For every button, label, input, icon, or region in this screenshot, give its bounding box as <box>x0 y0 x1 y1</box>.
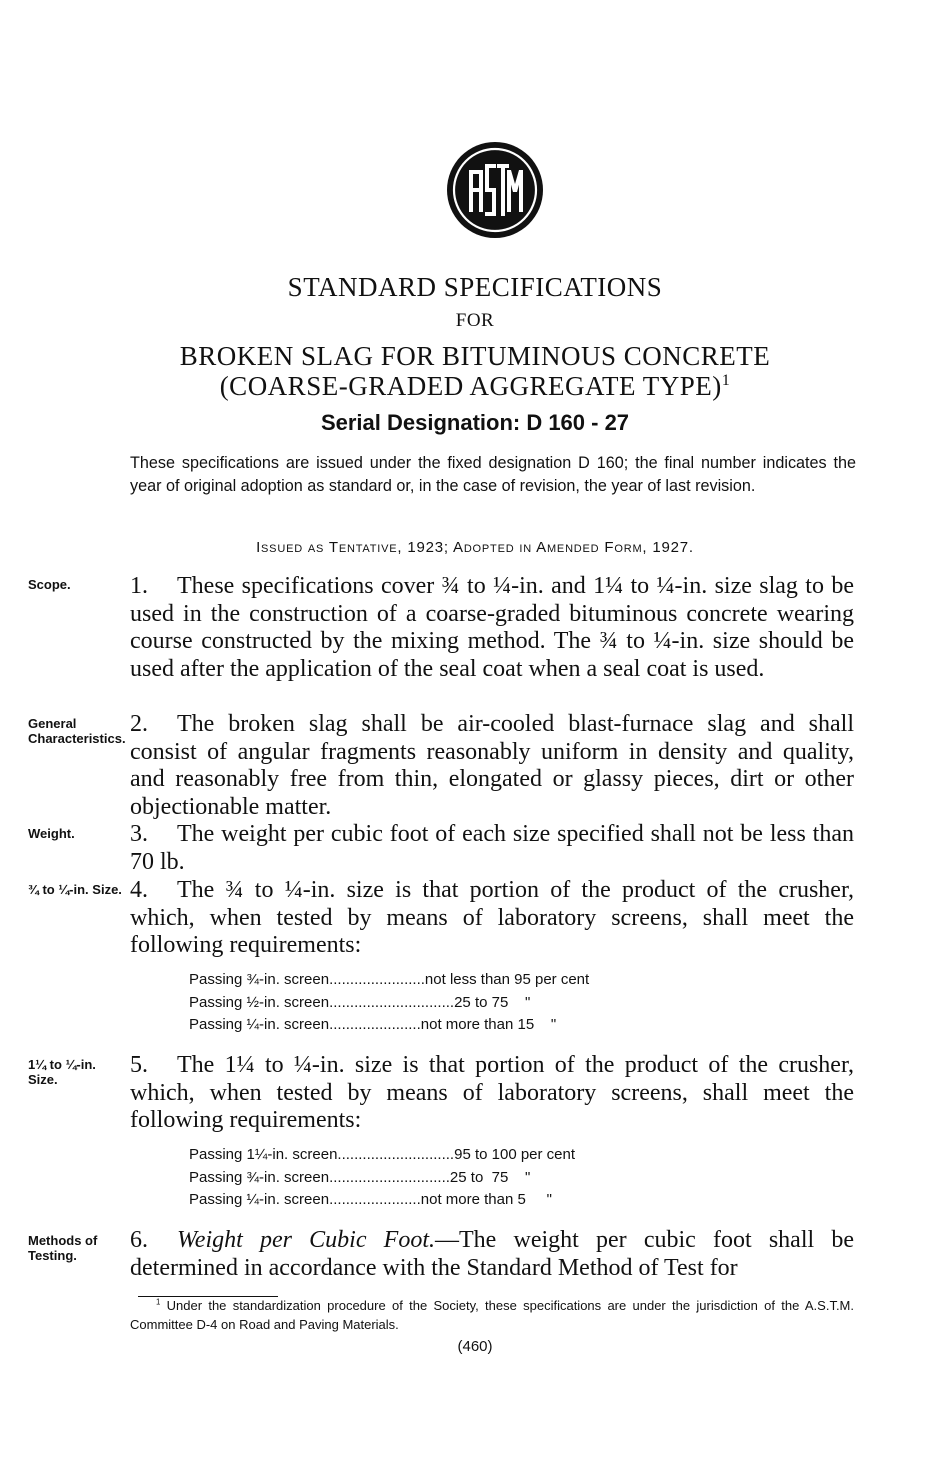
requirements-4 <box>189 969 799 1037</box>
requirement-line: Passing ¼-in. screen......................not more than 5 " <box>189 1191 552 1208</box>
section-number: 1. <box>130 573 148 599</box>
section-text: The broken slag shall be air-cooled blast-furnace slag and shall consist of angular fragments reasonably uniform in density and quality, and reasonably free from thin, elongated or glassy pieces, dirt or other objectionable matter. <box>130 711 854 820</box>
designation-note: These specifications are issued under the fixed designation D 160; the final number indicates the year of original adoption as standard or, in the case of revision, the year of last revision. <box>130 454 856 495</box>
section-5 <box>130 1052 854 1135</box>
issued-line <box>0 539 950 556</box>
requirement-line: Passing 1¼-in. screen............................95 to 100 per cent <box>189 1146 576 1163</box>
title-line-4 <box>0 371 950 402</box>
section-text: —The weight per cubic foot shall be determined in accordance with the Standard Method of Test for <box>130 1227 854 1281</box>
requirement-line: Passing ¾-in. screen.............................25 to 75 " <box>189 1168 531 1186</box>
section-text: The weight per cubic foot of each size specified shall not be less than 70 lb. <box>130 821 854 875</box>
page-number: (460) <box>457 1338 493 1355</box>
section-text: These specifications cover ¾ to ¼-in. and 1¼ to ¼-in. size slag to be used in the construction of a coarse-graded bituminous concrete wearing course constructed by the mixing method. The ¾ to ¼-in. size should be used after the application of the seal coat when a seal coat is used. <box>130 573 854 682</box>
title-line-2: FOR <box>455 310 495 331</box>
requirement-line: Passing ¾-in. screen.......................not less than 95 per cent <box>189 971 590 988</box>
title-footnote-mark: 1 <box>721 371 731 389</box>
footnote-text: Under the standardization procedure of the Society, these specifications are under the jurisdiction of the A.S.T.M. Committee D-4 on Road and Paving Materials. <box>130 1298 854 1332</box>
section-2 <box>130 711 854 821</box>
side-label-size-4: ¾ to ¼-in. Size. <box>28 882 122 897</box>
footnote-mark: 1 <box>156 1297 161 1307</box>
astm-logo <box>445 140 545 240</box>
side-label-scope: Scope. <box>28 577 71 592</box>
section-6 <box>130 1227 854 1282</box>
section-1 <box>130 573 854 683</box>
section-number: 4. <box>130 877 148 903</box>
side-label-methods: Methods of Testing. <box>28 1233 98 1263</box>
issued-line-text: Issued as Tentative, 1923; Adopted in Amended Form, 1927. <box>256 539 694 556</box>
serial-designation: Serial Designation: D 160 - 27 <box>320 410 630 435</box>
section-text: The ¾ to ¼-in. size is that portion of the product of the crusher, which, when tested by means of laboratory screens, shall meet the following requirements: <box>130 877 854 958</box>
section-number: 6. <box>130 1227 148 1253</box>
title-line-1: STANDARD SPECIFICATIONS <box>287 272 663 302</box>
title-line-4-text: (COARSE-GRADED AGGREGATE TYPE) <box>219 371 722 401</box>
requirement-line: Passing ½-in. screen..............................25 to 75 " <box>189 993 531 1011</box>
side-label-size-5: 1¼ to ¼-in. Size. <box>28 1057 96 1087</box>
requirement-line: Passing ¼-in. screen......................not more than 15 " <box>189 1016 557 1033</box>
footnote <box>130 1297 854 1334</box>
requirements-5 <box>189 1144 799 1212</box>
side-label-weight: Weight. <box>28 826 75 841</box>
section-text: The 1¼ to ¼-in. size is that portion of the product of the crusher, which, when tested by means of laboratory screens, shall meet the following requirements: <box>130 1052 854 1133</box>
section-number: 3. <box>130 821 148 847</box>
title-line-3: BROKEN SLAG FOR BITUMINOUS CONCRETE <box>179 341 771 371</box>
section-heading: Weight per Cubic Foot. <box>177 1227 435 1253</box>
section-4 <box>130 877 854 960</box>
section-number: 2. <box>130 711 148 737</box>
section-number: 5. <box>130 1052 148 1078</box>
side-label-general: General Characteristics. <box>28 716 126 746</box>
section-3 <box>130 821 854 876</box>
